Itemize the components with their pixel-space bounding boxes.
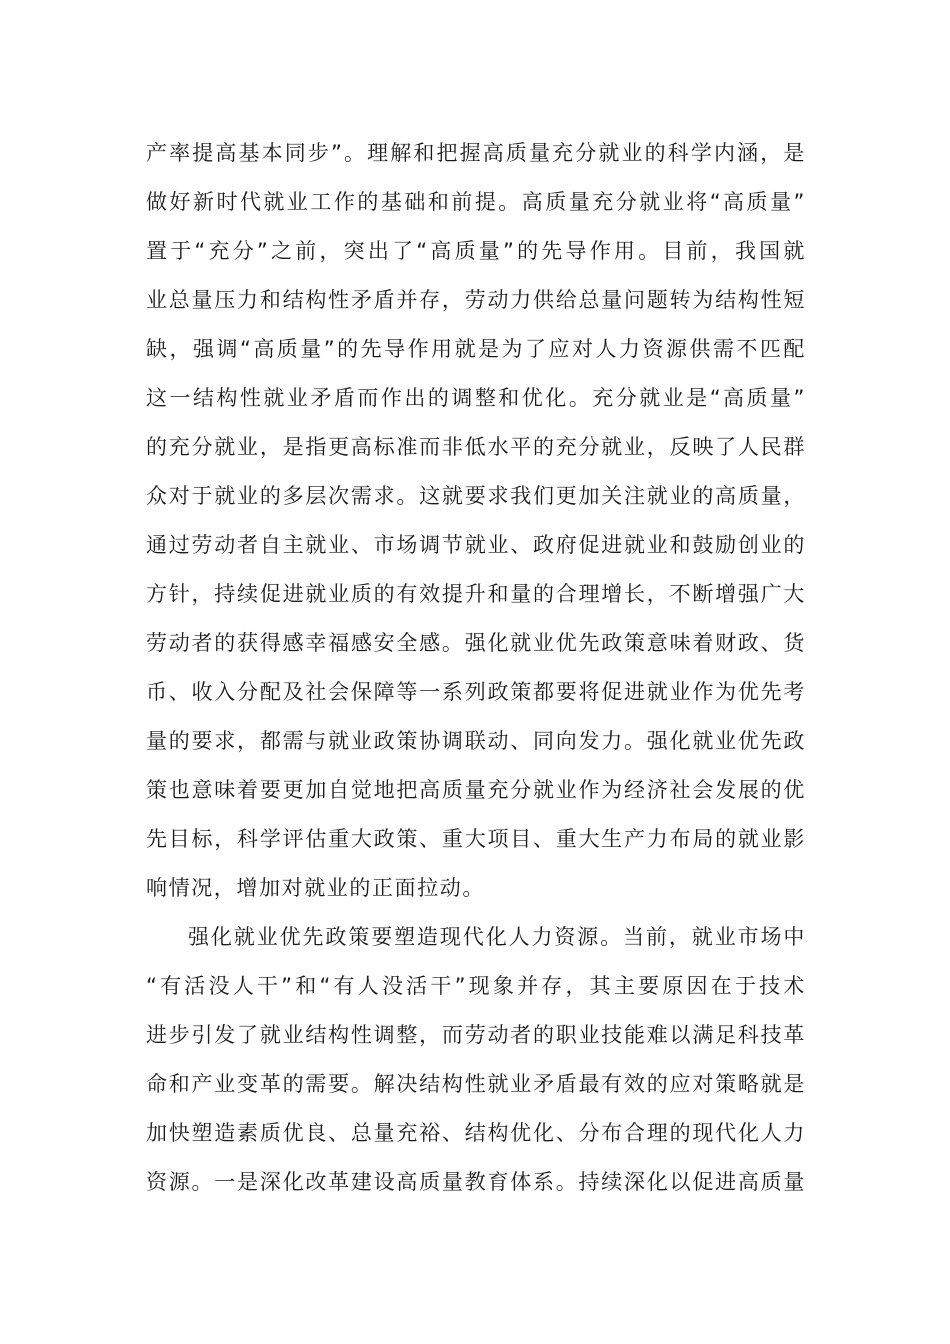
text-line: 量的要求，都需与就业政策协调联动、同向发力。强化就业优先政 <box>146 729 806 753</box>
text-line: 这一结构性就业矛盾而作出的调整和优化。充分就业是“高质量” <box>146 386 806 410</box>
text-line: 先目标，科学评估重大政策、重大项目、重大生产力布局的就业影 <box>146 827 806 851</box>
text-line: 劳动者的获得感幸福感安全感。强化就业优先政策意味着财政、货 <box>146 631 806 655</box>
text-line: 命和产业变革的需要。解决结构性就业矛盾最有效的应对策略就是 <box>146 1072 806 1096</box>
text-line: 方针，持续促进就业质的有效提升和量的合理增长，不断增强广大 <box>146 582 806 606</box>
text-line: 做好新时代就业工作的基础和前提。高质量充分就业将“高质量” <box>146 190 806 214</box>
text-line: 强化就业优先政策要塑造现代化人力资源。当前，就业市场中 <box>188 925 806 949</box>
text-line: 进步引发了就业结构性调整，而劳动者的职业技能难以满足科技革 <box>146 1023 806 1047</box>
text-line: 加快塑造素质优良、总量充裕、结构优化、分布合理的现代化人力 <box>146 1121 806 1145</box>
text-line: 置于“充分”之前，突出了“高质量”的先导作用。目前，我国就 <box>146 239 806 263</box>
text-line: 的充分就业，是指更高标准而非低水平的充分就业，反映了人民群 <box>146 435 806 459</box>
text-line: 产率提高基本同步”。理解和把握高质量充分就业的科学内涵，是 <box>146 141 806 165</box>
text-line: “有活没人干”和“有人没活干”现象并存，其主要原因在于技术 <box>146 974 806 998</box>
text-line: 业总量压力和结构性矛盾并存，劳动力供给总量问题转为结构性短 <box>146 288 806 312</box>
text-line: 通过劳动者自主就业、市场调节就业、政府促进就业和鼓励创业的 <box>146 533 806 557</box>
text-line: 策也意味着要更加自觉地把高质量充分就业作为经济社会发展的优 <box>146 778 806 802</box>
text-line: 资源。一是深化改革建设高质量教育体系。持续深化以促进高质量 <box>146 1170 806 1194</box>
text-line: 响情况，增加对就业的正面拉动。 <box>146 876 485 900</box>
text-line: 缺，强调“高质量”的先导作用就是为了应对人力资源供需不匹配 <box>146 337 806 361</box>
text-line: 众对于就业的多层次需求。这就要求我们更加关注就业的高质量， <box>146 484 806 508</box>
text-line: 币、收入分配及社会保障等一系列政策都要将促进就业作为优先考 <box>146 680 806 704</box>
